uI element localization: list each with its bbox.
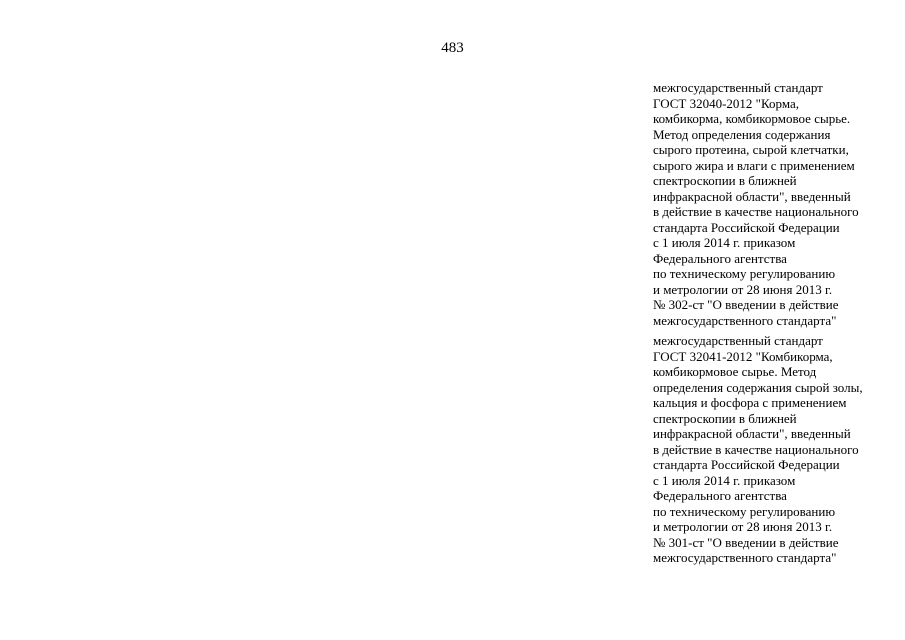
entry-line: комбикорма, комбикормовое сырье. bbox=[653, 111, 851, 126]
entry-line: № 301-ст "О введении в действие bbox=[653, 534, 839, 550]
standard-entry-gost-32040 bbox=[653, 80, 893, 328]
entry-line: Метод определения содержания bbox=[653, 126, 831, 142]
entry-line: инфракрасной области", введенный bbox=[653, 188, 851, 204]
entry-line: в действие в качестве национального bbox=[653, 204, 859, 219]
entry-line: в действие в качестве национального bbox=[653, 441, 859, 457]
entry-line: спектроскопии в ближней bbox=[653, 410, 797, 426]
entry-line: № 302-ст "О введении в действие bbox=[653, 297, 839, 312]
entry-line: сырого жира и влаги с применением bbox=[653, 157, 855, 173]
entry-line: определения содержания сырой золы, bbox=[653, 379, 863, 395]
entry-line: с 1 июля 2014 г. приказом bbox=[653, 235, 796, 250]
entry-line: инфракрасной области", введенный bbox=[653, 426, 851, 441]
entry-line: Федерального агентства bbox=[653, 250, 787, 266]
standard-entry-gost-32041 bbox=[653, 333, 893, 566]
entry-line: Федерального агентства bbox=[653, 488, 787, 503]
entry-line: межгосударственного стандарта" bbox=[653, 550, 837, 565]
entry-line: стандарта Российской Федерации bbox=[653, 457, 840, 472]
entry-line: кальция и фосфора с применением bbox=[653, 395, 847, 410]
entry-line: и метрологии от 28 июня 2013 г. bbox=[653, 281, 833, 297]
entry-line: комбикормовое сырье. Метод bbox=[653, 364, 817, 379]
page-number: 483 bbox=[441, 40, 464, 56]
entry-line: межгосударственного стандарта" bbox=[653, 312, 837, 328]
entry-line: межгосударственный стандарт bbox=[653, 333, 823, 348]
entry-line: ГОСТ 32041-2012 "Комбикорма, bbox=[653, 348, 833, 364]
entry-line: спектроскопии в ближней bbox=[653, 173, 797, 188]
entry-line: с 1 июля 2014 г. приказом bbox=[653, 472, 796, 488]
entry-line: и метрологии от 28 июня 2013 г. bbox=[653, 519, 833, 534]
entry-line: ГОСТ 32040-2012 "Корма, bbox=[653, 95, 799, 111]
entry-line: по техническому регулированию bbox=[653, 266, 836, 281]
entry-line: стандарта Российской Федерации bbox=[653, 219, 840, 235]
entry-line: межгосударственный стандарт bbox=[653, 80, 823, 95]
entry-line: по техническому регулированию bbox=[653, 503, 836, 519]
entry-line: сырого протеина, сырой клетчатки, bbox=[653, 142, 849, 157]
